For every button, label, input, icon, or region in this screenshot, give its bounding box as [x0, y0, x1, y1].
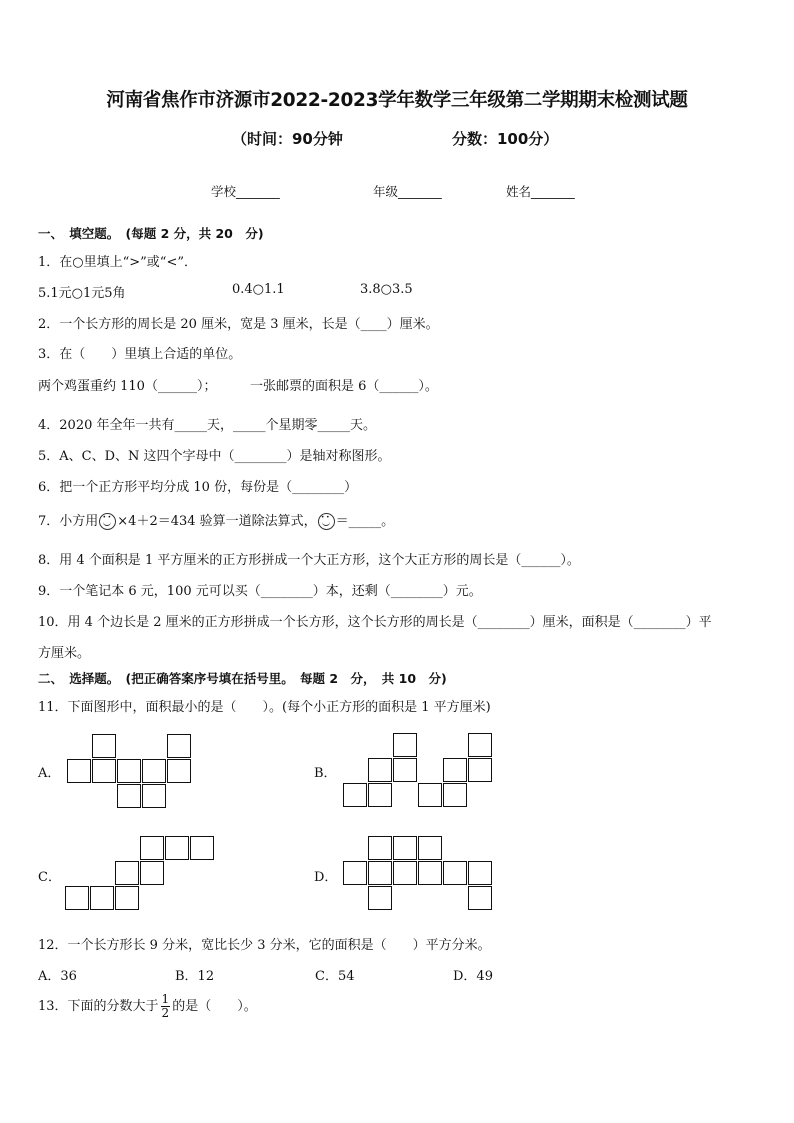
- grid-square: [142, 784, 166, 808]
- question-1: 1．在○里填上“>”或“<”．: [38, 255, 197, 270]
- smiley-face-icon: [318, 513, 335, 530]
- question-1-item-a: 5.1元○1元5角: [38, 286, 126, 301]
- grid-square: [468, 861, 492, 885]
- section-heading-multiple-choice: 二、 选择题。 (把正确答案序号填在括号里。 每题 2 分， 共 10 分): [38, 671, 447, 686]
- grid-square: [92, 734, 116, 758]
- smiley-face-icon: [99, 513, 116, 530]
- grid-square: [418, 861, 442, 885]
- grid-square: [140, 836, 164, 860]
- grid-square: [142, 759, 166, 783]
- grid-square: [393, 733, 417, 757]
- question-3: 3．在（ ）里填上合适的单位。: [38, 347, 242, 362]
- grid-square: [443, 783, 467, 807]
- option-d-label: D．: [314, 870, 338, 885]
- grid-square: [443, 861, 467, 885]
- question-3-item-a: 两个鸡蛋重约 110（______）；: [38, 379, 217, 394]
- grid-square: [418, 783, 442, 807]
- question-8: 8．用 4 个面积是 1 平方厘米的正方形拼成一个大正方形，这个大正方形的周长是（______）。: [38, 553, 580, 568]
- grid-square: [468, 733, 492, 757]
- fraction-one-half: [161, 993, 171, 1020]
- question-12-option-d: D．49: [453, 969, 493, 984]
- question-1-item-c: 3.8○3.5: [360, 282, 413, 297]
- question-12-option-b: B．12: [175, 969, 215, 984]
- grid-square: [468, 758, 492, 782]
- grid-square: [368, 886, 392, 910]
- grid-square: [190, 836, 214, 860]
- question-9: 9．一个笔记本 6 元，100 元可以买（________）本，还剩（________）元。: [38, 584, 482, 599]
- grid-square: [167, 759, 191, 783]
- fraction-denominator: 2: [161, 1006, 170, 1020]
- exam-time: （时间：90分钟: [232, 130, 343, 148]
- option-c-label: C．: [38, 870, 61, 885]
- grid-square: [393, 836, 417, 860]
- question-7: [38, 510, 394, 530]
- grid-square: [368, 783, 392, 807]
- grid-square: [65, 886, 89, 910]
- grid-square: [368, 836, 392, 860]
- question-4: 4．2020 年全年一共有_____天，_____个星期零_____天。: [38, 418, 376, 433]
- option-a-label: A．: [38, 766, 61, 781]
- question-7-suffix: ＝_____。: [335, 514, 395, 529]
- grid-square: [343, 783, 367, 807]
- question-12-option-a: A．36: [38, 969, 77, 984]
- question-1-item-b: 0.4○1.1: [232, 282, 285, 297]
- grid-square: [468, 886, 492, 910]
- school-field: 学校_______: [211, 184, 280, 199]
- question-3-item-b: 一张邮票的面积是 6（______）。: [250, 379, 438, 394]
- grid-square: [393, 861, 417, 885]
- question-7-prefix: 7．小方用: [38, 514, 99, 529]
- question-5: 5．A、C、D、N 这四个字母中（________）是轴对称图形。: [38, 449, 391, 464]
- grid-square: [343, 861, 367, 885]
- question-10-line-1: 10．用 4 个边长是 2 厘米的正方形拼成一个长方形，这个长方形的周长是（________）厘米，面积是（________）平: [38, 615, 712, 630]
- question-13-prefix: 13．下面的分数大于: [38, 999, 159, 1014]
- grid-square: [115, 886, 139, 910]
- name-field: 姓名_______: [506, 184, 575, 199]
- option-b-label: B．: [314, 766, 337, 781]
- grid-square: [165, 836, 189, 860]
- question-12-option-c: C．54: [315, 969, 355, 984]
- fraction-numerator: 1: [161, 992, 170, 1006]
- question-7-middle: ×4＋2＝434 验算一道除法算式，: [117, 514, 317, 529]
- grid-square: [67, 759, 91, 783]
- grid-square: [117, 784, 141, 808]
- exam-title: 河南省焦作市济源市2022-2023学年数学三年级第二学期期末检测试题: [106, 90, 688, 111]
- exam-score: 分数：100分）: [452, 130, 559, 148]
- grid-square: [167, 734, 191, 758]
- grid-square: [393, 758, 417, 782]
- grid-square: [117, 759, 141, 783]
- question-13: [38, 993, 257, 1020]
- grid-square: [368, 861, 392, 885]
- grid-square: [443, 758, 467, 782]
- grid-square: [115, 861, 139, 885]
- grid-square: [90, 886, 114, 910]
- question-6: 6．把一个正方形平均分成 10 份，每份是（________）: [38, 480, 358, 495]
- question-2: 2．一个长方形的周长是 20 厘米，宽是 3 厘米，长是（____）厘米。: [38, 317, 439, 332]
- question-13-suffix: 的是（ ）。: [172, 999, 257, 1014]
- grid-square: [92, 759, 116, 783]
- grade-field: 年级_______: [373, 184, 442, 199]
- question-10-line-2: 方厘米。: [38, 646, 91, 661]
- question-11: 11．下面图形中，面积最小的是（ ）。(每个小正方形的面积是 1 平方厘米): [38, 700, 491, 715]
- grid-square: [368, 758, 392, 782]
- grid-square: [418, 836, 442, 860]
- section-heading-fill-blank: 一、 填空题。 (每题 2 分，共 20 分): [38, 226, 264, 241]
- question-12: 12．一个长方形长 9 分米，宽比长少 3 分米，它的面积是（ ）平方分米。: [38, 938, 491, 953]
- grid-square: [140, 861, 164, 885]
